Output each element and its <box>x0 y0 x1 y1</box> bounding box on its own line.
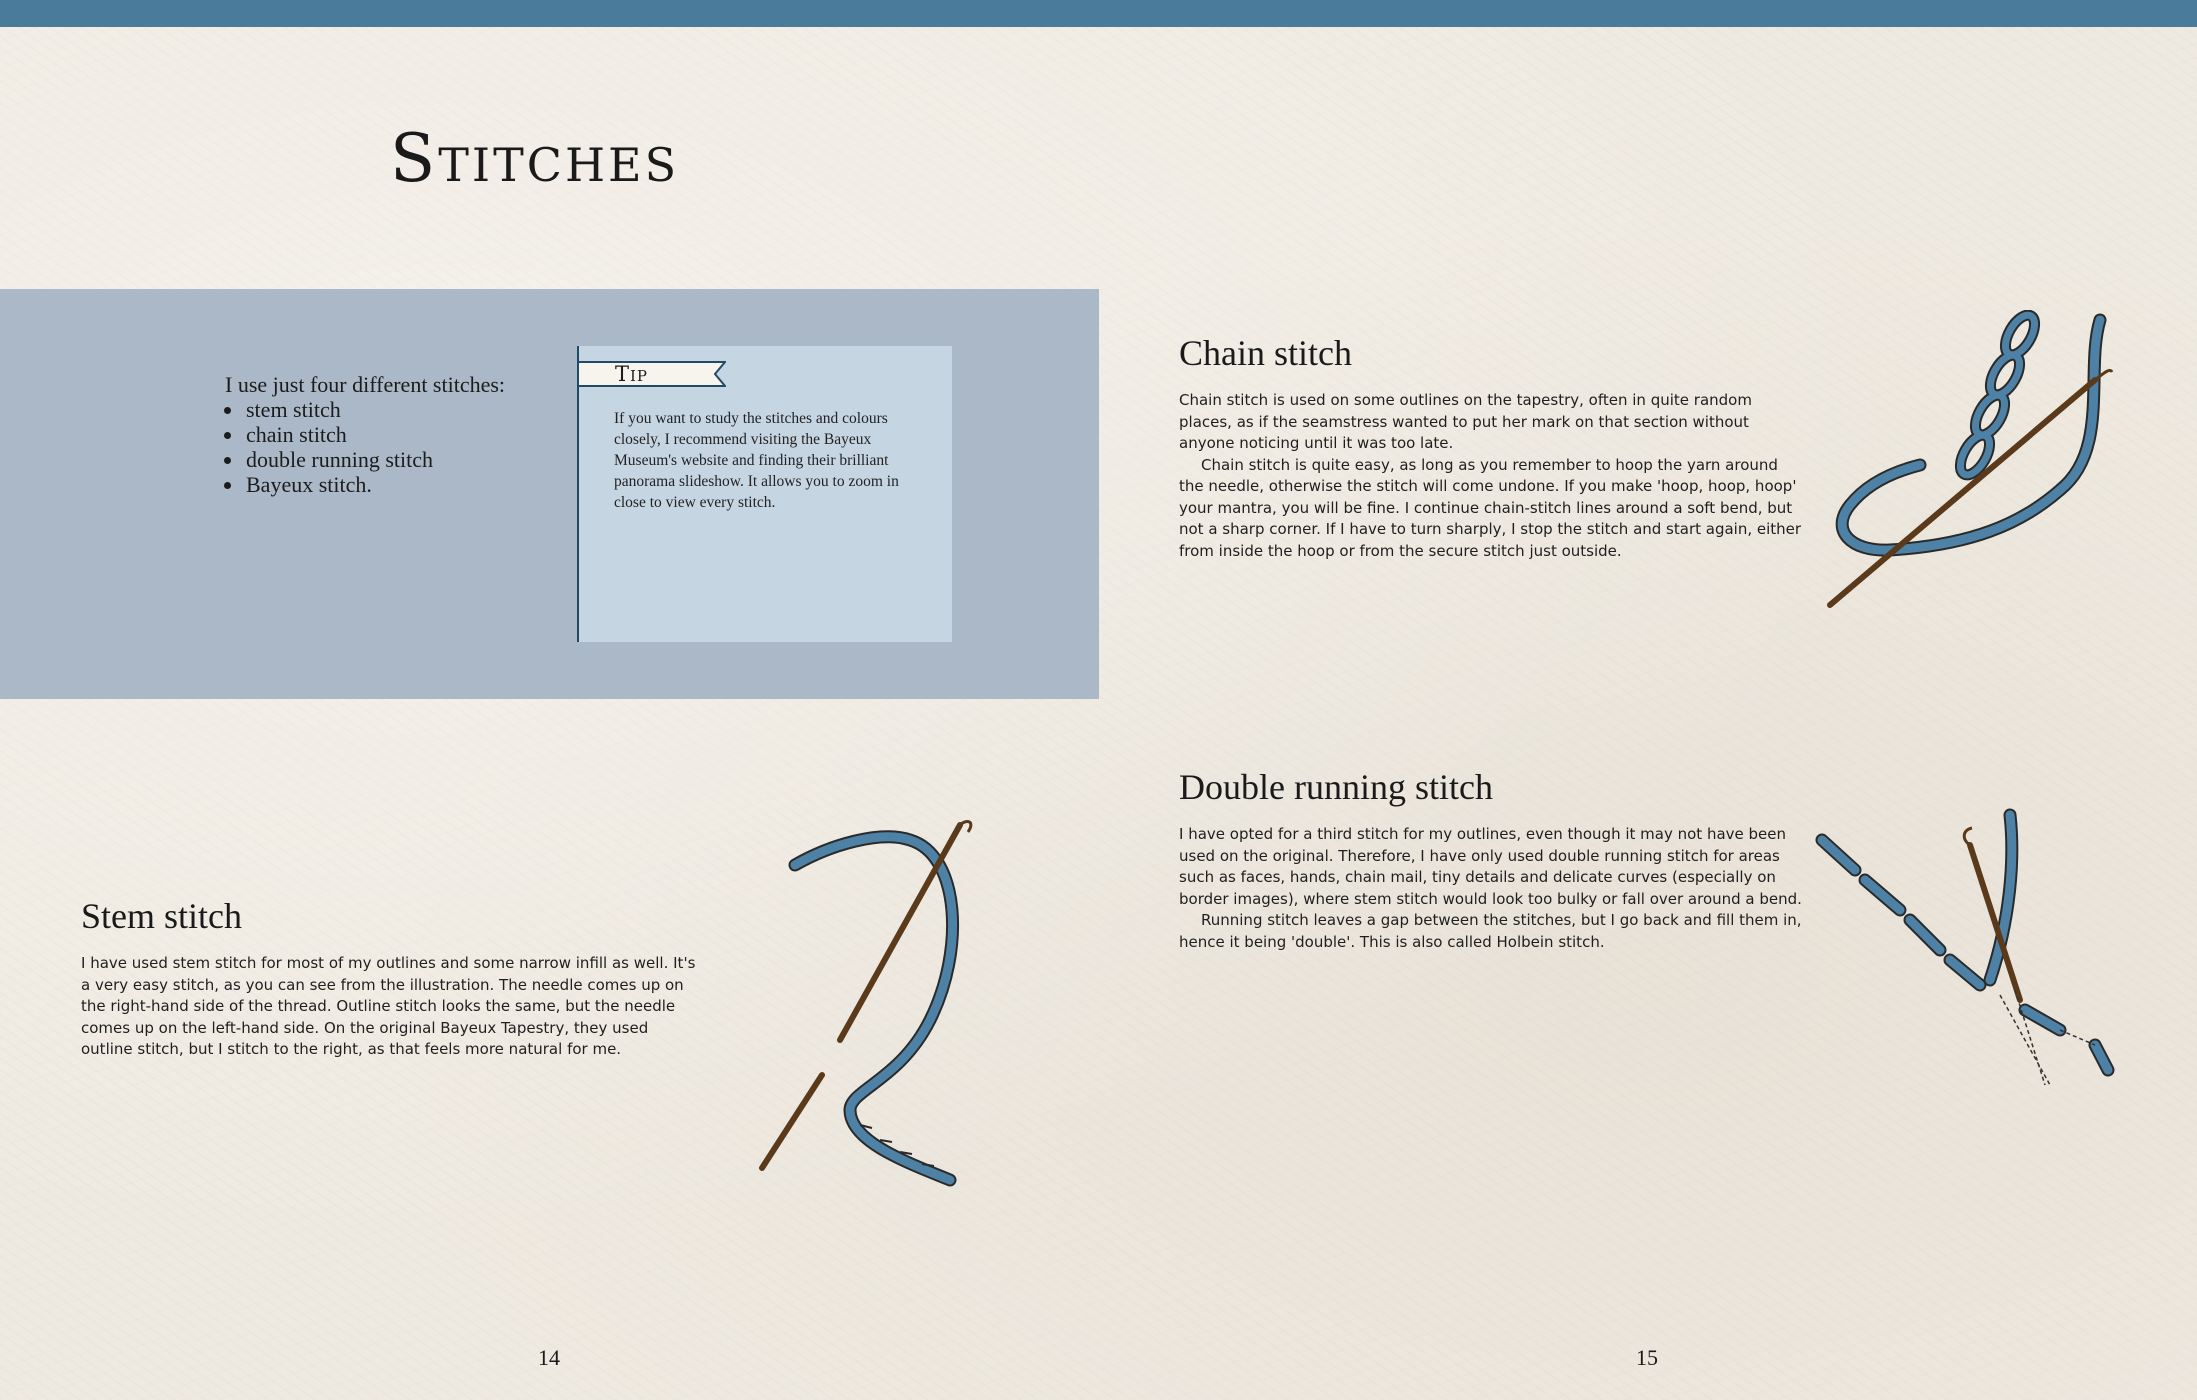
stitch-list-intro <box>225 372 505 497</box>
tip-label: Tip <box>615 362 649 386</box>
ribbon-flag-icon <box>577 361 726 387</box>
double-running-stitch-body <box>1179 824 1804 953</box>
double-running-paragraph-2: Running stitch leaves a gap between the stitches, but I go back and fill them in, hence it being 'double'. This is also called Holbein stitch. <box>1179 911 1802 951</box>
stem-stitch-body: I have used stem stitch for most of my outlines and some narrow infill as well. It's a very easy stitch, as you can see from the illustration. The needle comes up on the right-hand side of the thread. Outline stitch looks the same, but the needle comes up on the left-hand side. On the original Bayeux Tapestry, they used outline stitch, but I stitch to the right, as that feels more natural for me. <box>81 954 696 1058</box>
chain-stitch-body <box>1179 390 1804 562</box>
page-number-left: 14 <box>538 1345 560 1370</box>
chain-stitch-heading: Chain stitch <box>1179 333 1352 373</box>
chain-stitch-illustration <box>1810 310 2130 620</box>
stitch-list-item: • double running stitch <box>244 447 505 472</box>
tip-text: If you want to study the stitches and colours closely, I recommend visiting the Bayeux Museum's website and finding their brilliant panorama slideshow. It allows you to zoom in close to view every stitch. <box>614 410 899 511</box>
chain-stitch-paragraph-1: Chain stitch is used on some outlines on the tapestry, often in quite random places, as if the seamstress wanted to put her mark on that section without anyone noticing until it was too late. <box>1179 391 1752 452</box>
stem-stitch-illustration <box>750 810 990 1195</box>
stitch-list-item: • Bayeux stitch. <box>244 472 505 497</box>
page-title: Stitches <box>390 120 680 197</box>
stitch-list-lead: I use just four different stitches: <box>225 372 506 397</box>
stem-stitch-heading: Stem stitch <box>81 896 242 936</box>
double-running-stitch-heading: Double running stitch <box>1179 767 1493 807</box>
page-number-right: 15 <box>1636 1345 1658 1370</box>
stitch-list-item: • stem stitch <box>244 397 505 422</box>
stitch-list <box>225 397 505 497</box>
double-running-paragraph-1: I have opted for a third stitch for my outlines, even though it may not have been used on the original. Therefore, I have only used double running stitch for areas such as faces, hands, chain mail, tiny details and delicate curves (especially on border images), where stem stitch would look too bulky or fall over around a bend. <box>1179 825 1802 908</box>
chain-stitch-paragraph-2: Chain stitch is quite easy, as long as you remember to hoop the yarn around the needle, otherwise the stitch will come undone. If you make 'hoop, hoop, hoop' your mantra, you will be fine. I continue chain-stitch lines around a soft bend, but not a sharp corner. If I have to turn sharply, I stop the stitch and start again, either from inside the hoop or from the secure stitch just outside. <box>1179 455 1802 560</box>
tip-box <box>577 346 952 642</box>
top-accent-band <box>0 0 2197 27</box>
double-running-stitch-illustration <box>1810 800 2120 1100</box>
stitch-list-item: • chain stitch <box>244 422 505 447</box>
